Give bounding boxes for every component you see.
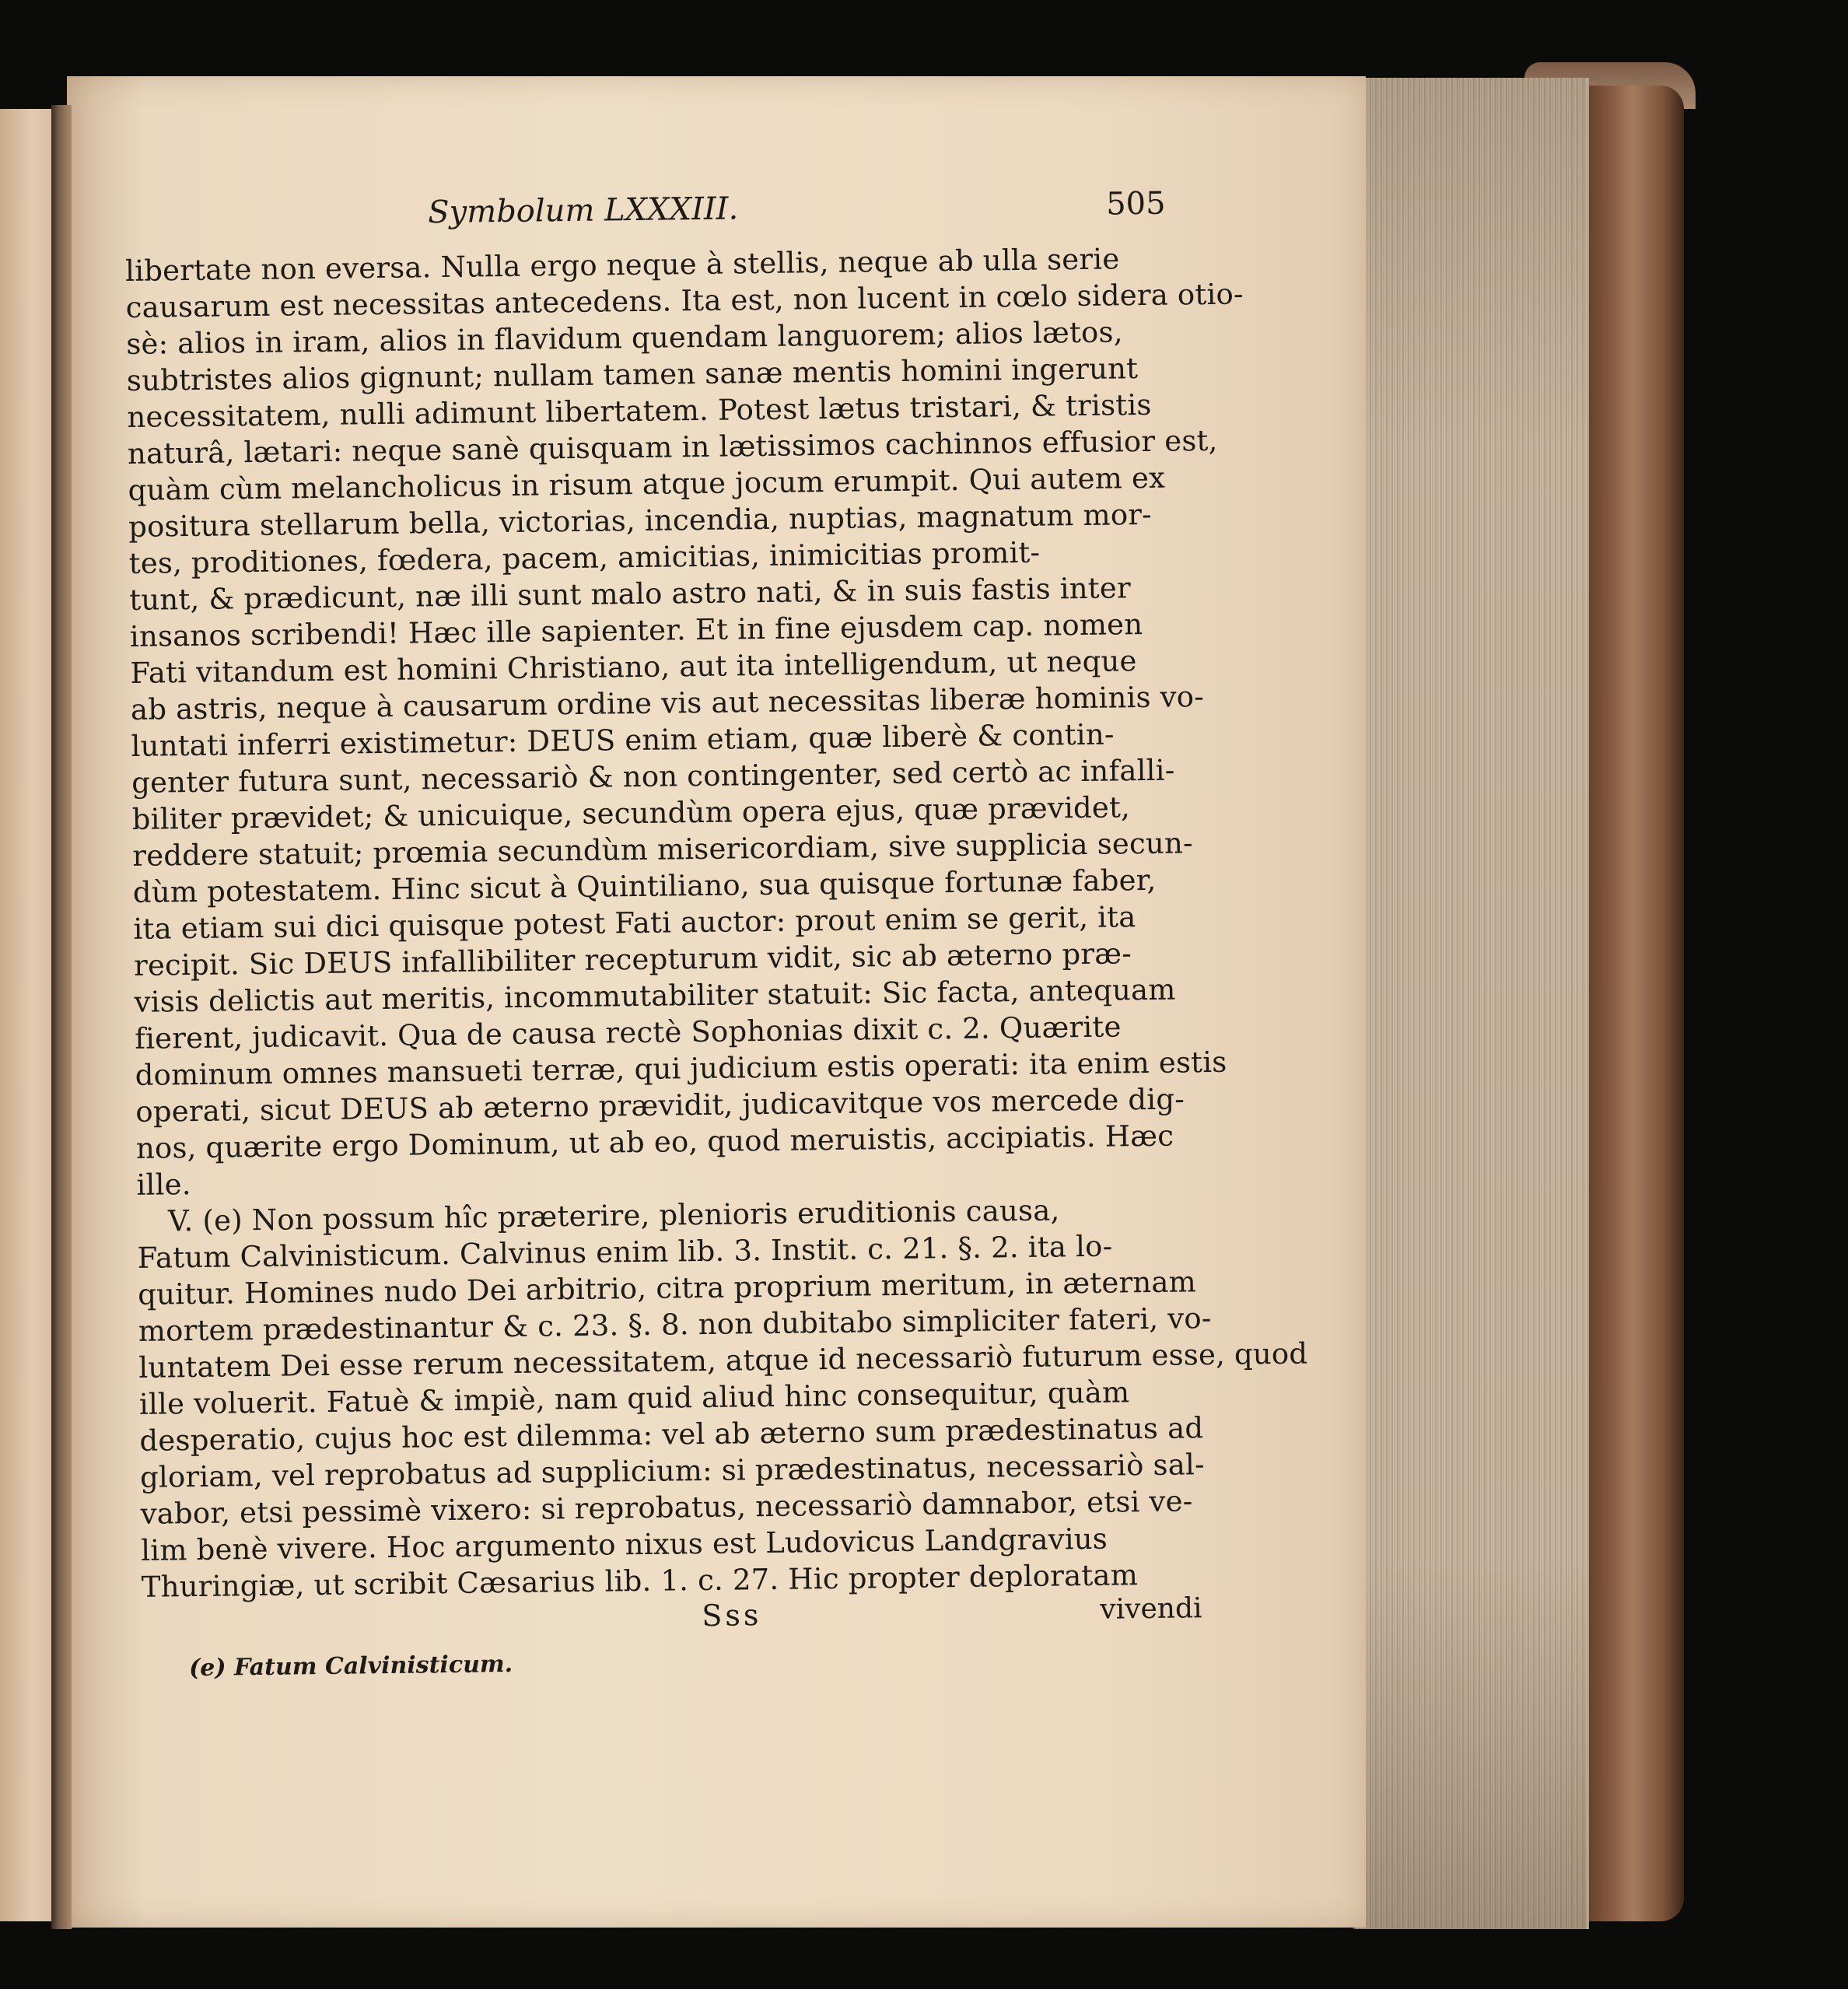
text-line: visis delictis aut meritis, incommutabiliter statuit: Sic facta, antequam bbox=[134, 972, 1176, 1019]
text-line: tunt, & prædicunt, næ illi sunt malo astro nati, & in suis fastis inter bbox=[129, 571, 1132, 617]
book-cover-spine bbox=[1583, 86, 1684, 1921]
text-line: nos, quærite ergo Dominum, ut ab eo, quod meruistis, accipiatis. Hæc bbox=[135, 1119, 1174, 1165]
text-line: fierent, judicavit. Qua de causa rectè Sophonias dixit c. 2. Quærite bbox=[134, 1010, 1122, 1056]
page-edges-shadow bbox=[1353, 78, 1587, 1929]
text-line: recipit. Sic DEUS infallibiliter recepturum vidit, sic ab æterno præ- bbox=[133, 937, 1132, 982]
running-title: Symbolum LXXXIII. bbox=[427, 191, 739, 231]
text-line: luntati inferri existimetur: DEUS enim etiam, quæ liberè & contin- bbox=[131, 717, 1115, 763]
text-line: Thuringiæ, ut scribit Cæsarius lib. 1. c. 27. Hic propter deploratam bbox=[141, 1558, 1139, 1604]
footnote: (e) Fatum Calvinisticum. bbox=[188, 1651, 513, 1683]
text-line: dùm potestatem. Hinc sicut à Quintiliano, sua quisque fortunæ faber, bbox=[132, 863, 1157, 909]
text-line: causarum est necessitas antecedens. Ita est, non lucent in cœlo sidera otio- bbox=[125, 277, 1244, 324]
text-line: luntatem Dei esse rerum necessitatem, atque id necessariò futurum esse, quod bbox=[138, 1336, 1308, 1385]
book-gutter bbox=[51, 105, 72, 1929]
text-line: lim benè vivere. Hoc argumento nixus est Ludovicus Landgravius bbox=[140, 1522, 1108, 1567]
text-line: ab astris, neque à causarum ordine vis aut necessitas liberæ hominis vo- bbox=[130, 680, 1205, 727]
text-line: libertate non eversa. Nulla ergo neque à stellis, neque ab ulla serie bbox=[124, 242, 1120, 288]
text-line: Fati vitandum est homini Christiano, aut ita intelligendum, ut neque bbox=[130, 644, 1137, 690]
text-line: quàm cùm melancholicus in risum atque jocum erumpit. Qui autem ex bbox=[128, 460, 1166, 507]
text-line: biliter prævidet; & unicuique, secundùm opera ejus, quæ prævidet, bbox=[131, 790, 1131, 836]
left-page-edge bbox=[0, 109, 56, 1921]
text-line: desperatio, cujus hoc est dilemma: vel ab æterno sum prædestinatus ad bbox=[139, 1411, 1204, 1458]
text-line: V. (e) Non possum hîc præterire, plenioris eruditionis causa, bbox=[167, 1193, 1060, 1238]
text-line: insanos scribendi! Hæc ille sapienter. Et in fine ejusdem cap. nomen bbox=[129, 608, 1143, 653]
page-number: 505 bbox=[1105, 185, 1166, 222]
text-line: naturâ, lætari: neque sanè quisquam in lætissimos cachinnos effusior est, bbox=[127, 423, 1218, 471]
text-line: ita etiam sui dici quisque potest Fati auctor: prout enim se gerit, ita bbox=[133, 900, 1136, 946]
text-line: sè: alios in iram, alios in flavidum quendam languorem; alios lætos, bbox=[126, 315, 1123, 361]
text-line: ille voluerit. Fatuè & impiè, nam quid aliud hinc consequitur, quàm bbox=[138, 1375, 1130, 1421]
text-line: reddere statuit; prœmia secundùm misericordiam, sive supplicia secun- bbox=[132, 826, 1193, 873]
text-line: dominum omnes mansueti terræ, qui judicium estis operati: ita enim estis bbox=[135, 1045, 1227, 1092]
page-text-block bbox=[124, 185, 1308, 1683]
text-line: necessitatem, nulli adimunt libertatem. Potest lætus tristari, & tristis bbox=[127, 387, 1152, 434]
text-line: ille. bbox=[136, 1168, 191, 1202]
signature-mark: Sss bbox=[702, 1598, 762, 1634]
text-line: quitur. Homines nudo Dei arbitrio, citra proprium meritum, in æternam bbox=[137, 1265, 1197, 1311]
text-line: vabor, etsi pessimè vixero: si reprobatus, necessariò damnabor, etsi ve- bbox=[140, 1484, 1193, 1531]
text-line: tes, proditiones, fœdera, pacem, amicitias, inimicitias promit- bbox=[128, 535, 1041, 580]
text-line: Fatum Calvinisticum. Calvinus enim lib. 3. Instit. c. 21. §. 2. ita lo- bbox=[137, 1229, 1113, 1275]
text-line: subtristes alios gignunt; nullam tamen sanæ mentis homini ingerunt bbox=[126, 352, 1139, 397]
text-line: positura stellarum bella, victorias, incendia, nuptias, magnatum mor- bbox=[128, 497, 1153, 544]
body-text bbox=[124, 240, 1308, 1606]
text-line: operati, sicut DEUS ab æterno prævidit, judicavitque vos mercede dig- bbox=[135, 1082, 1185, 1129]
text-line: mortem prædestinantur & c. 23. §. 8. non dubitabo simpliciter fateri, vo- bbox=[138, 1301, 1212, 1348]
text-line: gloriam, vel reprobatus ad supplicium: si prædestinatus, necessariò sal- bbox=[139, 1448, 1205, 1494]
text-line: genter futura sunt, necessariò & non contingenter, sed certò ac infalli- bbox=[131, 753, 1175, 800]
catchword: vivendi bbox=[1100, 1592, 1202, 1626]
